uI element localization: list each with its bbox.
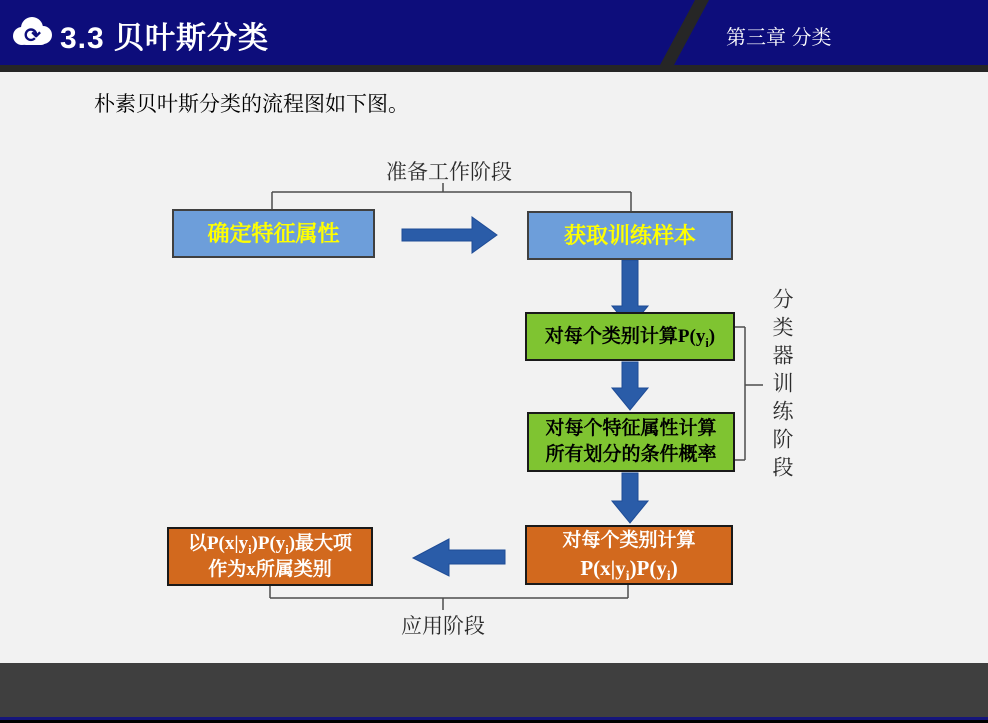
bracket-top: [272, 183, 631, 211]
page-title: 3.3 贝叶斯分类: [60, 22, 270, 55]
bracket-training: [735, 327, 763, 460]
header-bottom-strip: [0, 65, 988, 72]
flow-box-compute-posterior: [525, 525, 733, 585]
flow-box-get-training-samples: [527, 211, 733, 260]
box-text: 获取训练样本: [563, 222, 696, 248]
flow-box-compute-conditional: [527, 412, 735, 472]
box-text-line1: 以$P(x|y_i)P(y_i)$最大项: [187, 532, 353, 557]
flow-arrow-left-icon: [413, 539, 505, 576]
box-text-line1: 对每个特征属性计算: [545, 418, 717, 440]
box-text: 确定特征属性: [207, 220, 340, 246]
intro-text: 朴素贝叶斯分类的流程图如下图。: [94, 93, 409, 116]
chapter-label: 第三章 分类: [726, 27, 832, 49]
stage-label-apply: 应用阶段: [401, 614, 485, 638]
footer-bar: [0, 663, 988, 717]
flow-box-assign-class: [167, 527, 373, 586]
stage-label-training: 分类器训练阶段: [770, 288, 794, 484]
flow-box-determine-features: [172, 209, 375, 258]
stage-label-preparation: 准备工作阶段: [386, 160, 512, 184]
flow-arrow-down-3-icon: [612, 473, 648, 523]
svg-text:⟳: ⟳: [24, 25, 41, 47]
box-text-line2: 作为x所属类别: [208, 558, 332, 580]
box-text-line1: 对每个类别计算: [562, 530, 696, 551]
flow-arrow-right-icon: [402, 217, 497, 253]
flow-box-compute-prior: [525, 312, 735, 361]
slide-body: [0, 72, 988, 663]
slide-header: [0, 0, 988, 65]
box-text-line2: 所有划分的条件概率: [545, 444, 717, 465]
cloud-sync-icon: [9, 14, 55, 48]
box-text-line2: $P(x|y_i)P(y_i)$: [580, 555, 678, 583]
box-text: 对每个类别计算$P(y_i)$: [544, 325, 716, 350]
bracket-apply: [270, 585, 628, 610]
flow-arrow-down-2-icon: [612, 362, 648, 410]
